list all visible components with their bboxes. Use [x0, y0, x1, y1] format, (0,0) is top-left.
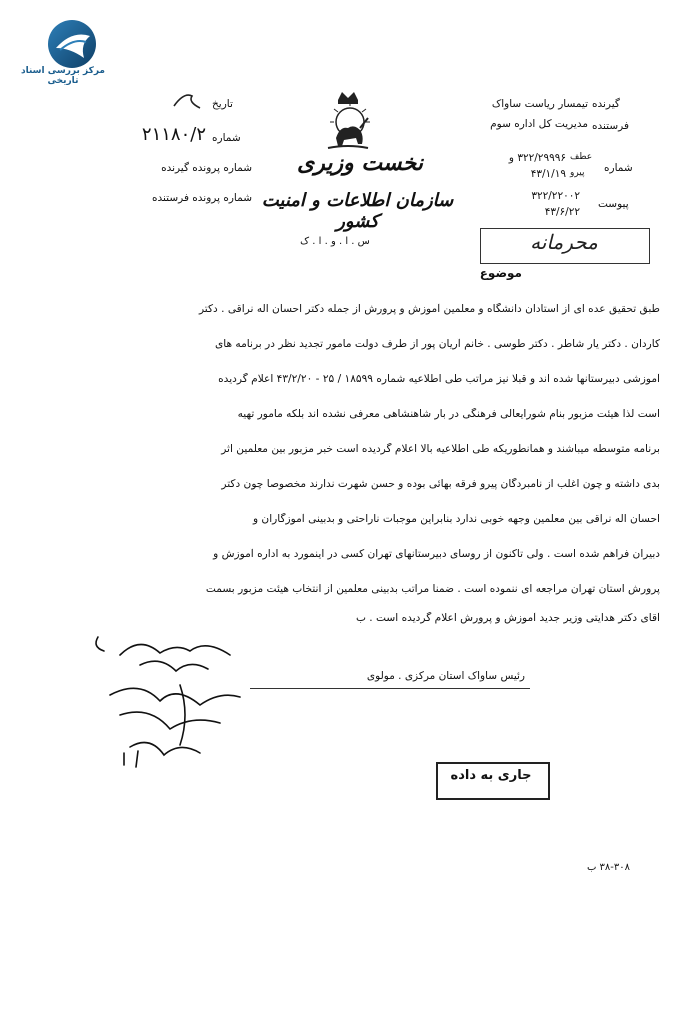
- signature-underline: [250, 688, 530, 689]
- attachment-value-2: ۴۳/۶/۲۲: [544, 206, 580, 218]
- archive-logo-icon: [40, 18, 104, 70]
- archive-logo-text: مرکز بررسی اسناد تاریخی: [21, 66, 105, 86]
- attachment-value-1: ۳۲۲/۲۲۰۰۲: [531, 190, 580, 202]
- body-line-4: است لذا هیئت مزبور بنام شورایعالی فرهنگی در بار شاهنشاهی معرفی نشده اند بلکه مامور تهیه: [237, 408, 660, 420]
- body-line-1: طبق تحقیق عده ای از استادان دانشگاه و معلمین آموزش و پرورش از جمله دکتر احسان اله نراقی . دکتر: [198, 303, 660, 315]
- number-secondary-value: ۴۳/۱/۱۹: [530, 168, 566, 180]
- date-handwriting-icon: [170, 88, 206, 114]
- number-primary-label: عطف: [570, 152, 593, 162]
- receiver-label: گیرنده: [592, 98, 620, 110]
- body-line-9: پرورش استان تهران مراجعه ای ننموده است . ضمنا مراتب بدبینی معلمین از انتخاب هیئت مزبور بسمت: [205, 583, 660, 595]
- organization-line-2: سازمان اطلاعات و امنیت کشور: [261, 190, 454, 232]
- attachment-label: پیوست: [598, 198, 629, 210]
- body-line-7: احسان اله نراقی بین معلمین وجهه خوبی ندارد بنابراین موجبات ناراحتی و بدبینی آموزگاران و: [252, 513, 660, 525]
- body-line-2: کاردان . دکتر یار شاطر . دکتر طوسی . خانم آریان پور از طرف دولت مامور تجدید نظر در برنامه های: [214, 338, 660, 350]
- sender-file-label: شماره پرونده فرستنده: [152, 192, 252, 204]
- organization-code: س . ا . و . ا . ک: [300, 236, 370, 247]
- left-number-value: ۲۱۱۸۰/۲: [141, 124, 206, 145]
- date-label: تاریخ: [212, 98, 233, 110]
- body-line-10: آقای دکتر هدایتی وزیر جدید آموزش و پرورش اعلام گردیده است . ب: [355, 612, 660, 624]
- signing-office: رئیس ساواک استان مرکزی . مولوی: [366, 670, 525, 682]
- body-line-6: بدی داشته و چون اغلب از نامبردگان پیرو فرقه بهائی بوده و حسن شهرت ندارند مخصوصا چون دکتر: [221, 478, 660, 490]
- received-stamp: جاری به داده: [450, 768, 532, 783]
- left-number-label: شماره: [212, 132, 241, 144]
- organization-line-1: نخست وزیری: [297, 150, 423, 176]
- receiver-file-label: شماره پرونده گیرنده: [161, 162, 252, 174]
- body-line-3: آموزشی دبیرستانها شده اند و قبلا نیز مراتب طی اطلاعیه شماره ۱۸۵۹۹ / ۲۵ - ۴۳/۲/۲۰ اعلام گردیده: [218, 373, 660, 385]
- body-line-5: برنامه متوسطه میباشند و همانطوریکه طی اطلاعیه بالا اعلام گردیده است خبر مزبور بین معلمین اثر: [221, 443, 660, 455]
- number-primary-value: ۳۲۲/۲۹۹۹۶ و: [508, 152, 566, 164]
- number-secondary-label: پیرو: [570, 168, 585, 178]
- subject-label: موضوع: [479, 266, 522, 280]
- receiver-value: تیمسار ریاست ساواک: [491, 98, 588, 110]
- lion-and-sun-emblem-icon: [318, 88, 378, 152]
- sender-value: مدیریت کل اداره سوم: [490, 118, 588, 130]
- body-line-8: دبیران فراهم شده است . ولی تاکنون از روسای دبیرستانهای تهران کسی در اینمورد به اداره آموزش و: [213, 548, 660, 560]
- handwritten-annotation-icon: [80, 625, 250, 775]
- confidential-stamp: محرمانه: [530, 230, 598, 254]
- page-number: ۳۸-۳۰۸ ب: [586, 862, 630, 873]
- sender-label: فرستنده: [592, 120, 629, 132]
- number-label: شماره: [604, 162, 633, 174]
